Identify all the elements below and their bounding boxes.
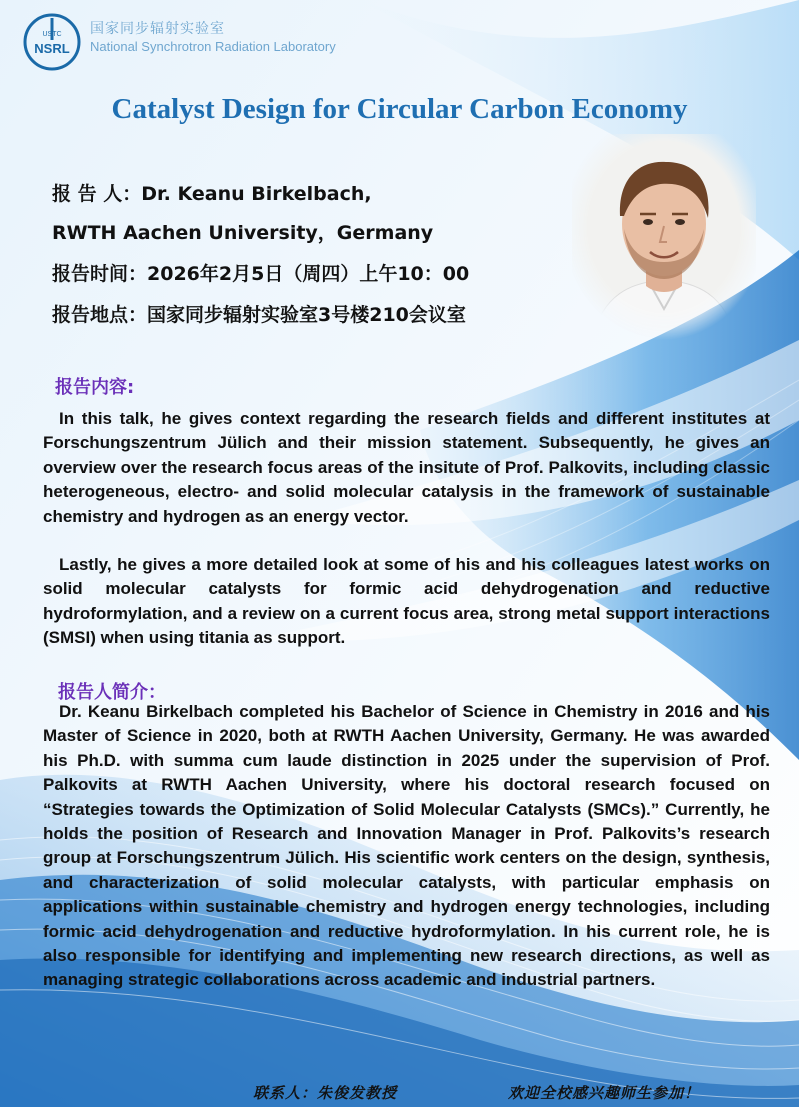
speaker-line: 报 告 人：Dr. Keanu Birkelbach, [52,183,372,205]
nsrl-logo-icon [22,12,82,72]
abstract-paragraph-2: Lastly, he gives a more detailed look at some of his and his colleagues latest works on solid molecular catalysts for formic acid dehydrogenation and reductive hydroformylation, and a review on a current focus area, strong metal support interactions (SMSI) when using titania as support. [43,555,770,648]
abstract-paragraph-1: In this talk, he gives context regarding the research fields and different institutes at Forschungszentrum Jülich and their mission statement. Subsequently, he gives an overview over the research focus areas of the insitute of Prof. Palkovits, including classic heterogeneous, electro- and solid molecular catalysis in the framework of sustainable chemistry and hydrogen as an energy vector. [43,409,770,526]
time-line: 报告时间：2026年2月5日（周四）上午10：00 [52,263,470,285]
org-name-cn: 国家同步辐射实验室 [90,21,225,37]
bio-heading: 报告人简介： [58,682,166,703]
logo-ustc-text: USTC [42,31,62,38]
affiliation-line: RWTH Aachen University，Germany [52,222,434,244]
logo-nsrl-text: NSRL [34,41,70,56]
footer-welcome: 欢迎全校感兴趣师生参加！ [508,1084,701,1102]
place-line: 报告地点：国家同步辐射实验室3号楼210会议室 [52,304,466,326]
bio-paragraph: Dr. Keanu Birkelbach completed his Bachelor of Science in Chemistry in 2016 and his Master of Science in 2020, both at RWTH Aachen University, Germany. He was awarded his Ph.D. with summa cum laude distinction in 2025 under the supervision of Prof. Palkovits at RWTH Aachen University, where his doctoral research focused on “Strategies towards the Optimization of Solid Molecular Catalysts (SMCs).” Currently, he holds the position of Research and Innovation Manager in Prof. Palkovits’s research group at Forschungszentrum Jülich. His scientific work centers on the design, synthesis, and characterization of solid molecular catalysts, with particular emphasis on applications within sustainable chemistry and hydrogen energy technologies, including formic acid dehydrogenation and reductive hydroformylation. In his current role, he is also responsible for identifying and implementing new research directions, as well as managing strategic collaborations across academic and industrial partners. [43,702,770,990]
org-name-en: National Synchrotron Radiation Laboratory [90,39,336,54]
talk-title: Catalyst Design for Circular Carbon Economy [111,93,688,125]
abstract-heading: 报告内容: [55,377,135,398]
speaker-portrait [572,134,756,340]
footer-contact: 联系人：朱俊发教授 [253,1084,398,1102]
